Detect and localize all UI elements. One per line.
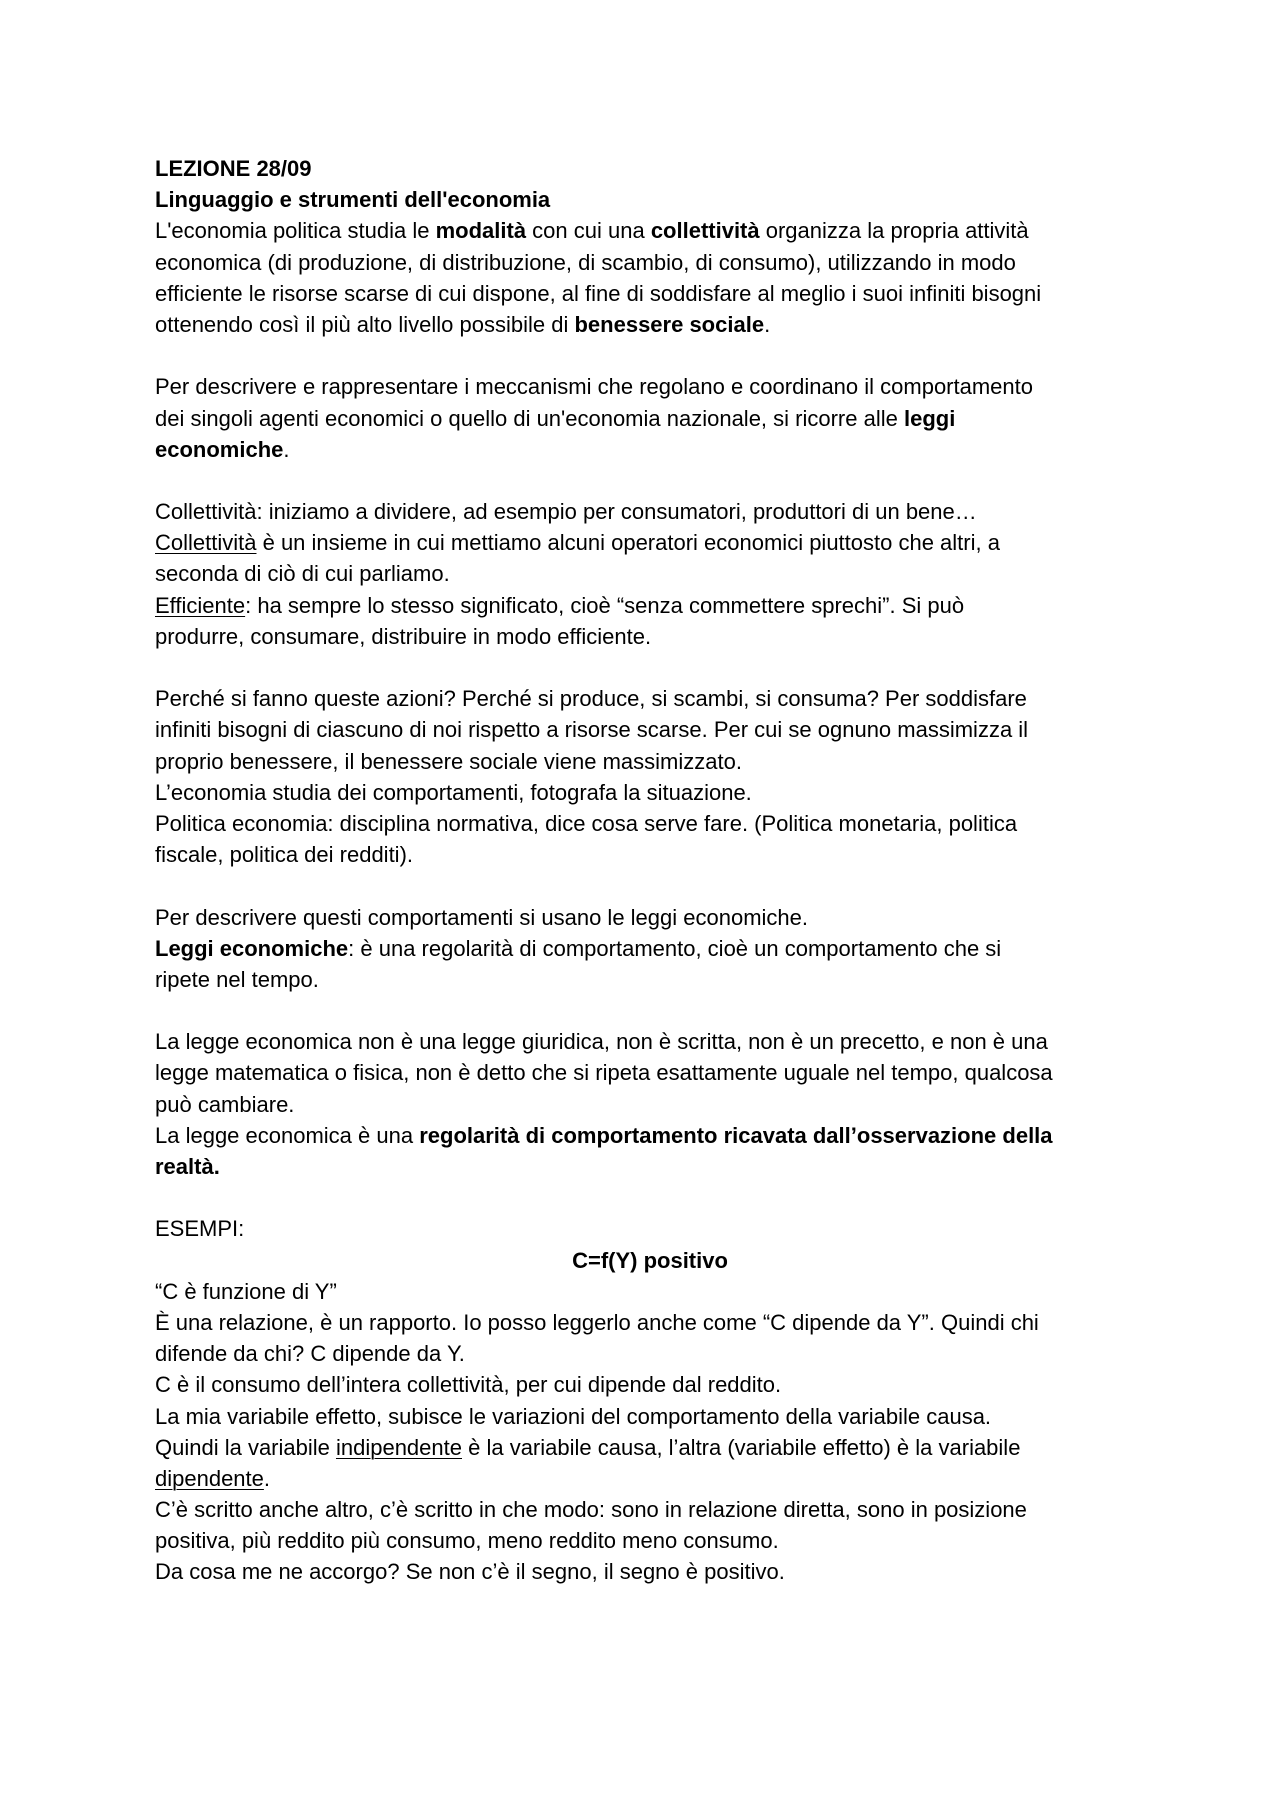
formula: C=f(Y) positivo [572, 1247, 728, 1273]
paragraph-line: Per descrivere questi comportamenti si usano le leggi economiche. [155, 904, 808, 930]
paragraph-line: proprio benessere, il benessere sociale viene massimizzato. [155, 748, 742, 774]
term-efficiente: Efficiente [155, 592, 246, 618]
paragraph-line: produrre, consumare, distribuire in modo efficiente. [155, 623, 652, 649]
paragraph-line: efficiente le risorse scarse di cui dispone, al fine di soddisfare al meglio i suoi infiniti bisogni [155, 280, 1042, 306]
paragraph-line: ottenendo così il più alto livello possibile di benessere sociale. [155, 311, 771, 337]
paragraph-line: La mia variabile effetto, subisce le variazioni del comportamento della variabile causa. [155, 1403, 992, 1429]
paragraph-line: positiva, più reddito più consumo, meno reddito meno consumo. [155, 1528, 779, 1554]
paragraph-line: economica (di produzione, di distribuzione, di scambio, di consumo), utilizzando in modo [155, 249, 1016, 275]
paragraph-line: infiniti bisogni di ciascuno di noi rispetto a risorse scarse. Per cui se ognuno massimizza il [155, 717, 1029, 743]
paragraph-line: ripete nel tempo. [155, 966, 319, 992]
paragraph-line: Efficiente: ha sempre lo stesso significato, cioè “senza commettere sprechi”. Si può [155, 592, 965, 618]
paragraph-line: dei singoli agenti economici o quello di un'economia nazionale, si ricorre alle leggi [155, 405, 956, 431]
paragraph-line: C’è scritto anche altro, c’è scritto in che modo: sono in relazione diretta, sono in posizione [155, 1497, 1027, 1523]
term-indipendente: indipendente [335, 1434, 462, 1460]
paragraph-line: L'economia politica studia le modalità con cui una collettività organizza la propria attività [155, 218, 1029, 244]
blank-line [155, 870, 1145, 901]
blank-line [155, 1182, 1145, 1213]
paragraph-line: difende da chi? C dipende da Y. [155, 1341, 465, 1367]
paragraph-line: La legge economica non è una legge giuridica, non è scritta, non è un precetto, e non è una [155, 1029, 1048, 1055]
paragraph-line: Politica economia: disciplina normativa, dice cosa serve fare. (Politica monetaria, politica [155, 810, 1018, 836]
paragraph-line: seconda di ciò di cui parliamo. [155, 561, 450, 587]
document-body [155, 153, 1145, 1588]
lesson-heading: LEZIONE 28/09 [155, 156, 312, 181]
paragraph-line: può cambiare. [155, 1091, 295, 1117]
lesson-subheading: Linguaggio e strumenti dell'economia [155, 187, 551, 213]
paragraph-line: fiscale, politica dei redditi). [155, 842, 414, 868]
paragraph-line: Quindi la variabile indipendente è la variabile causa, l’altra (variabile effetto) è la variabile [155, 1434, 1021, 1460]
examples-label: ESEMPI: [155, 1216, 245, 1242]
paragraph-line: Perché si fanno queste azioni? Perché si produce, si scambi, si consuma? Per soddisfare [155, 686, 1027, 712]
paragraph-line: legge matematica o fisica, non è detto che si ripeta esattamente uguale nel tempo, qualcosa [155, 1060, 1053, 1086]
term-dipendente: dipendente [155, 1465, 264, 1491]
paragraph-line: Per descrivere e rappresentare i meccanismi che regolano e coordinano il comportamento [155, 374, 1034, 400]
paragraph-line: Collettività: iniziamo a dividere, ad esempio per consumatori, produttori di un bene… [155, 499, 977, 525]
paragraph-line: È una relazione, è un rapporto. Io posso leggerlo anche come “C dipende da Y”. Quindi chi [155, 1309, 1039, 1335]
blank-line [155, 652, 1145, 683]
term-collettivita: Collettività [155, 530, 257, 556]
blank-line [155, 465, 1145, 496]
blank-line [155, 340, 1145, 371]
paragraph-line: Da cosa me ne accorgo? Se non c’è il segno, il segno è positivo. [155, 1559, 785, 1585]
paragraph-line: La legge economica è una regolarità di comportamento ricavata dall’osservazione della [155, 1122, 1053, 1148]
blank-line [155, 995, 1145, 1026]
paragraph-line: dipendente. [155, 1465, 271, 1491]
paragraph-line: Collettività è un insieme in cui mettiamo alcuni operatori economici piuttosto che altri, a [155, 530, 1000, 556]
paragraph-line: realtà. [155, 1154, 220, 1179]
paragraph-line: economiche. [155, 436, 290, 462]
paragraph-line: Leggi economiche: è una regolarità di comportamento, cioè un comportamento che si [155, 935, 1002, 961]
paragraph-line: L’economia studia dei comportamenti, fotografa la situazione. [155, 779, 752, 805]
paragraph-line: “C è funzione di Y” [155, 1278, 337, 1304]
paragraph-line: C è il consumo dell’intera collettività, per cui dipende dal reddito. [155, 1372, 782, 1398]
